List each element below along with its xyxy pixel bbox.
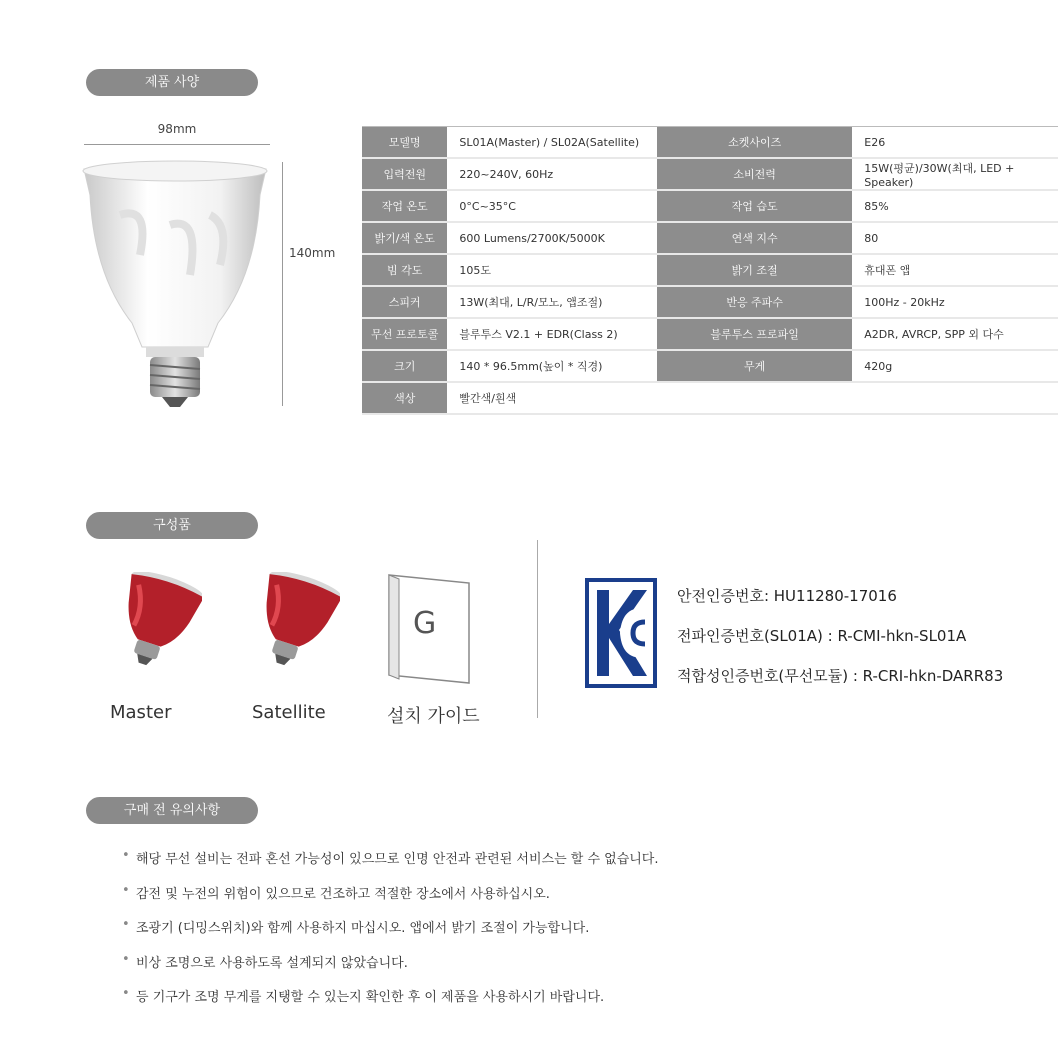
master-label: Master [110,702,172,723]
spec-value: 80 [852,222,1058,254]
spec-value: E26 [852,127,1058,159]
list-item [122,986,659,1021]
install-guide-label: 설치 가이드 [387,706,480,727]
note-text: 감전 및 누전의 위험이 있으므로 건조하고 적절한 장소에서 사용하십시오. [136,886,550,902]
width-dimension-line [84,144,270,145]
width-dimension-label: 98mm [157,122,197,136]
note-text: 비상 조명으로 사용하도록 설계되지 않았습니다. [136,955,408,971]
height-dimension-line [282,162,283,406]
spec-value: A2DR, AVRCP, SPP 외 다수 [852,318,1058,350]
spec-key: 입력전원 [362,158,447,190]
white-bulb-image [80,155,270,411]
table-row [362,318,1058,350]
spec-key: 빔 각도 [362,254,447,286]
spec-key: 크기 [362,350,447,382]
spec-key: 무게 [657,350,852,382]
spec-value: 빨간색/흰색 [447,382,657,414]
spec-key: 블루투스 프로파일 [657,318,852,350]
spec-empty-cell [657,382,852,414]
spec-key: 작업 습도 [657,190,852,222]
safety-cert-number: 안전인증번호: HU11280-17016 [677,587,897,605]
satellite-label: Satellite [252,702,326,723]
spec-value: 휴대폰 앱 [852,254,1058,286]
spec-key: 소켓사이즈 [657,127,852,159]
conformity-cert-number: 적합성인증번호(무선모듈) : R-CRI-hkn-DARR83 [677,667,1004,685]
table-row [362,127,1058,159]
spec-key: 작업 온도 [362,190,447,222]
table-row [362,254,1058,286]
kc-certification-icon [585,578,657,688]
list-item [122,883,659,918]
spec-key: 소비전력 [657,158,852,190]
spec-value: 140 * 96.5mm(높이 * 직경) [447,350,657,382]
spec-value: SL01A(Master) / SL02A(Satellite) [447,127,657,159]
spec-value: 105도 [447,254,657,286]
height-dimension-label: 140mm [289,246,336,260]
section-divider [537,540,538,718]
emc-cert-number: 전파인증번호(SL01A) : R-CMI-hkn-SL01A [677,627,967,645]
components-section-title: 구성품 [86,512,258,539]
satellite-bulb-image [248,572,340,672]
spec-key: 모델명 [362,127,447,159]
table-row [362,190,1058,222]
spec-empty-cell [852,382,1058,414]
spec-value: 220~240V, 60Hz [447,158,657,190]
spec-key: 밝기/색 온도 [362,222,447,254]
spec-table [362,126,1058,415]
spec-value: 13W(최대, L/R/모노, 앱조절) [447,286,657,318]
spec-value: 85% [852,190,1058,222]
spec-key: 무선 프로토콜 [362,318,447,350]
bullet-icon: • [122,848,130,863]
table-row [362,158,1058,190]
spec-value: 블루투스 V2.1 + EDR(Class 2) [447,318,657,350]
note-text: 조광기 (디밍스위치)와 함께 사용하지 마십시오. 앱에서 밝기 조절이 가능합니다. [136,921,590,936]
table-row [362,222,1058,254]
bullet-icon: • [122,951,130,967]
bullet-icon: • [122,986,130,1001]
spec-key: 색상 [362,382,447,414]
note-text: 해당 무선 설비는 전파 혼선 가능성이 있으므로 인명 안전과 관련된 서비스는 할 수 없습니다. [136,852,659,867]
notes-section-title: 구매 전 유의사항 [86,797,258,824]
master-bulb-image [110,572,202,672]
spec-key: 스피커 [362,286,447,318]
note-text: 등 기구가 조명 무게를 지탱할 수 있는지 확인한 후 이 제품을 사용하시기 바랍니다. [136,990,605,1005]
spec-section-title: 제품 사양 [86,69,258,96]
spec-key: 밝기 조절 [657,254,852,286]
table-row [362,286,1058,318]
table-row [362,382,1058,414]
bullet-icon: • [122,882,130,898]
spec-value: 100Hz - 20kHz [852,286,1058,318]
guide-cover-letter: G [413,606,437,641]
bullet-icon: • [122,917,130,932]
spec-value: 600 Lumens/2700K/5000K [447,222,657,254]
notes-list [122,848,659,1021]
list-item [122,917,659,952]
spec-value: 420g [852,350,1058,382]
spec-key: 연색 지수 [657,222,852,254]
spec-value: 15W(평균)/30W(최대, LED + Speaker) [852,158,1058,190]
spec-key: 반응 주파수 [657,286,852,318]
list-item [122,848,659,883]
spec-value: 0°C~35°C [447,190,657,222]
table-row [362,350,1058,382]
list-item [122,952,659,987]
